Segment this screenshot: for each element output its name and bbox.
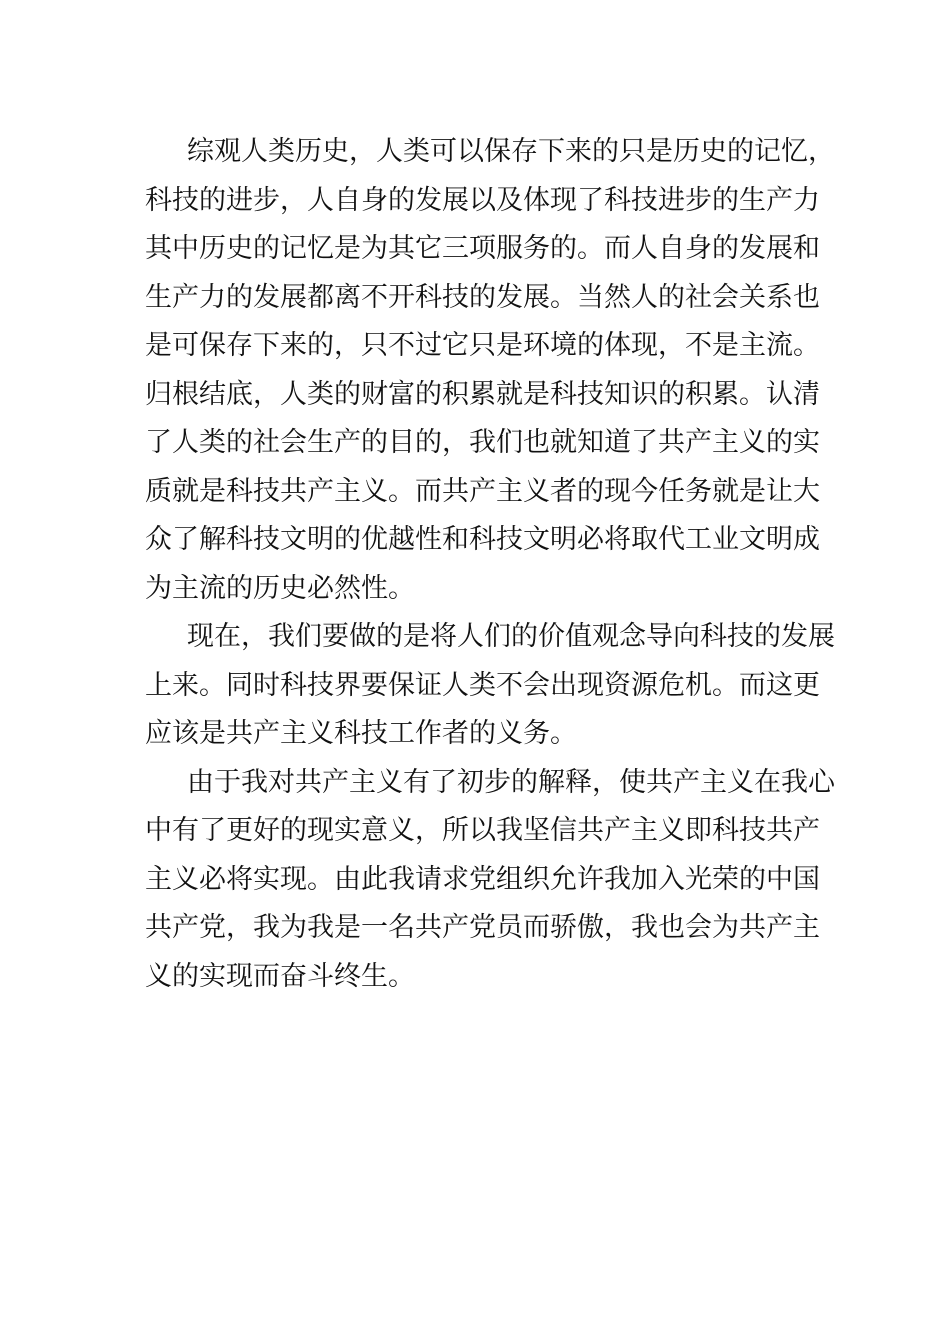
paragraph-2 bbox=[145, 613, 835, 759]
text-line: 众了解科技文明的优越性和科技文明必将取代工业文明成 bbox=[145, 524, 820, 555]
text-line: 综观人类历史，人类可以保存下来的只是历史的记忆， bbox=[187, 136, 835, 167]
text-line: 共产党，我为我是一名共产党员而骄傲，我也会为共产主 bbox=[145, 912, 820, 943]
text-line: 了人类的社会生产的目的，我们也就知道了共产主义的实 bbox=[145, 427, 820, 458]
paragraph-1 bbox=[145, 128, 835, 613]
text-line: 应该是共产主义科技工作者的义务。 bbox=[145, 718, 577, 749]
text-line: 其中历史的记忆是为其它三项服务的。而人自身的发展和 bbox=[145, 233, 820, 264]
text-line: 上来。同时科技界要保证人类不会出现资源危机。而这更 bbox=[145, 669, 820, 701]
text-line: 主义必将实现。由此我请求党组织允许我加入光荣的中国 bbox=[145, 863, 820, 895]
text-line: 是可保存下来的，只不过它只是环境的体现，不是主流。 bbox=[145, 330, 820, 361]
text-line: 科技的进步，人自身的发展以及体现了科技进步的生产力 bbox=[145, 184, 820, 216]
text-line: 由于我对共产主义有了初步的解释，使共产主义在我心 bbox=[187, 766, 835, 798]
text-line: 为主流的历史必然性。 bbox=[145, 572, 415, 604]
text-line: 现在，我们要做的是将人们的价值观念导向科技的发展 bbox=[187, 621, 835, 652]
text-line: 义的实现而奋斗终生。 bbox=[145, 960, 415, 992]
body-text bbox=[145, 128, 835, 1001]
text-line: 中有了更好的现实意义，所以我坚信共产主义即科技共产 bbox=[145, 815, 820, 846]
text-line: 归根结底，人类的财富的积累就是科技知识的积累。认清 bbox=[145, 378, 820, 410]
text-line: 生产力的发展都离不开科技的发展。当然人的社会关系也 bbox=[145, 281, 820, 313]
paragraph-3 bbox=[145, 759, 835, 1002]
text-line: 质就是科技共产主义。而共产主义者的现今任务就是让大 bbox=[145, 475, 820, 507]
